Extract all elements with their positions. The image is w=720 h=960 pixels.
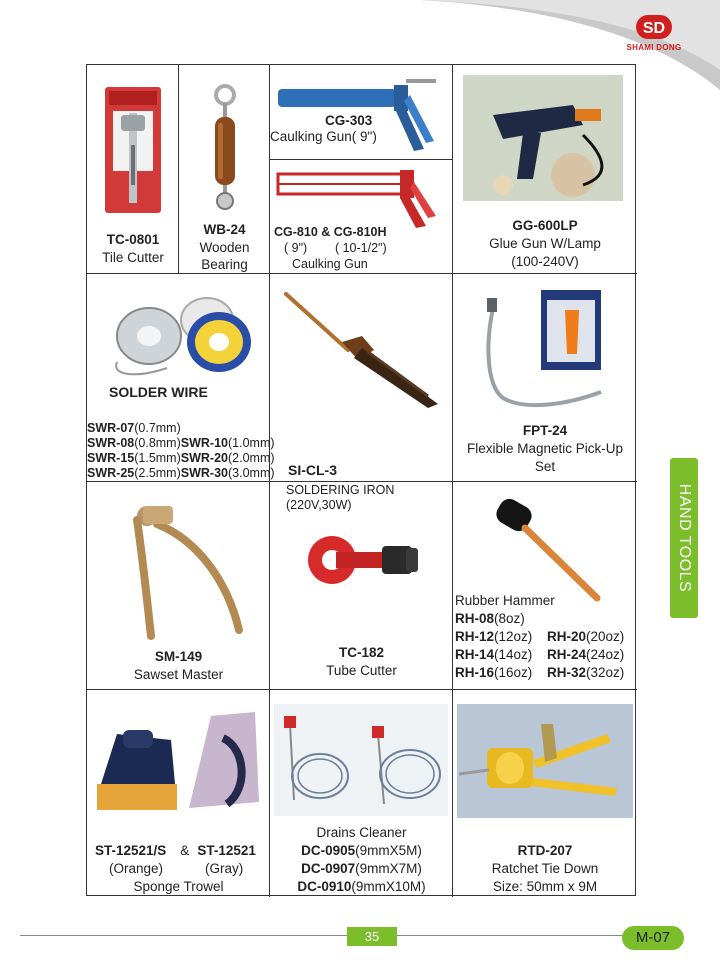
rh-row-2: RH-14(14oz): [455, 647, 533, 662]
rubber-hammer-title: Rubber Hammer: [455, 593, 555, 608]
product-cell-rubber-hammer: [453, 482, 637, 690]
cg-303-code: CG-303: [325, 113, 373, 128]
product-cell-wooden-bearing: [179, 65, 270, 274]
si-cl-3-spec: (220V,30W): [286, 498, 352, 512]
product-cell-sawset: [87, 482, 270, 690]
product-cell-sponge-trowel: [87, 690, 270, 897]
st-12521-codes: ST-12521/S & ST-12521: [95, 843, 256, 858]
si-cl-3-code: SI-CL-3: [288, 462, 337, 478]
solder-wire-image: [107, 290, 257, 380]
solder-wire-row-3: SWR-15(1.5mm)SWR-20(2.0mm): [87, 451, 275, 465]
footer-divider: [20, 935, 630, 936]
tc-182-code: TC-182: [338, 645, 384, 660]
product-cell-ratchet-tie-down: [453, 690, 637, 897]
sm-149-code: SM-149: [154, 649, 203, 664]
wb-24-name-line2: Bearing: [201, 257, 248, 272]
rh-row-2b: RH-24(24oz): [547, 647, 625, 662]
rh-row-1: RH-12(12oz): [455, 629, 533, 644]
caulking-gun-810-image: [276, 168, 446, 228]
cg-810-code: CG-810 & CG-810H: [274, 225, 387, 239]
brand-logo-icon: [634, 12, 674, 42]
solder-wire-row-2: SWR-08(0.8mm)SWR-10(1.0mm): [87, 436, 275, 450]
cg-303-name: Caulking Gun( 9"): [270, 129, 377, 144]
product-cell-glue-gun: [453, 65, 637, 274]
tc-182-name: Tube Cutter: [326, 663, 397, 678]
page-number: 35: [347, 927, 397, 946]
product-cell-tube-cutter: [270, 482, 453, 690]
brand-name: SHAMI DONG: [626, 43, 682, 52]
brand-logo: [618, 12, 690, 52]
product-cell-caulking-gun-303: [270, 65, 453, 160]
section-tab: [670, 458, 698, 618]
rh-08-line: RH-08(8oz): [455, 611, 525, 626]
product-cell-solder-wire: [87, 274, 275, 482]
sponge-trowel-image: [95, 708, 265, 826]
fpt-24-code: FPT-24: [522, 423, 568, 438]
rh-row-1b: RH-20(20oz): [547, 629, 625, 644]
dc-0910-line: DC-0910(9mmX10M): [297, 879, 426, 894]
fpt-24-name-line2: Set: [534, 459, 556, 474]
cg-810-name: Caulking Gun: [292, 257, 368, 271]
rh-row-3b: RH-32(32oz): [547, 665, 625, 680]
dc-0905-line: DC-0905(9mmX5M): [301, 843, 422, 858]
tile-cutter-image: [103, 85, 163, 215]
section-tab-label: HAND TOOLS: [676, 483, 693, 593]
st-12521-name: Sponge Trowel: [133, 879, 224, 894]
wb-24-code: WB-24: [203, 222, 246, 237]
magnetic-pickup-image: [483, 286, 623, 416]
fpt-24-name-line1: Flexible Magnetic Pick-Up: [466, 441, 624, 456]
product-cell-pickup-set: [453, 274, 637, 482]
svg-text:SD: SD: [642, 20, 666, 37]
si-cl-3-name: SOLDERING IRON: [286, 483, 395, 497]
tube-cutter-image: [296, 520, 426, 600]
product-grid: [86, 64, 636, 896]
cg-810-sizes: ( 9") ( 10-1/2"): [284, 241, 387, 255]
drains-cleaner-image: [274, 704, 448, 816]
sm-149-name: Sawset Master: [133, 667, 224, 682]
product-cell-soldering-iron: [270, 274, 453, 512]
dc-0907-line: DC-0907(9mmX7M): [301, 861, 422, 876]
tc-0801-code: TC-0801: [106, 232, 160, 247]
soldering-iron-image: [278, 288, 448, 408]
product-cell-drains-cleaner: [270, 690, 453, 897]
rh-row-3: RH-16(16oz): [455, 665, 533, 680]
drains-cleaner-title: Drains Cleaner: [316, 825, 407, 840]
solder-wire-row-1: SWR-07(0.7mm): [87, 421, 181, 435]
product-cell-tile-cutter: [87, 65, 179, 274]
gg-600lp-code: GG-600LP: [512, 218, 578, 233]
st-12521-variant-gray: (Gray): [205, 861, 244, 876]
gg-600lp-voltage: (100-240V): [511, 254, 579, 269]
ratchet-tie-down-image: [457, 704, 633, 818]
wb-24-name-line1: Wooden: [199, 240, 250, 255]
wooden-bearing-image: [205, 83, 245, 213]
solder-wire-row-4: SWR-25(2.5mm)SWR-30(3.0mm): [87, 466, 275, 480]
product-cell-caulking-gun-810: [270, 160, 453, 274]
rtd-207-size: Size: 50mm x 9M: [492, 879, 598, 894]
st-12521-variant-orange: (Orange): [109, 861, 164, 876]
tc-0801-name: Tile Cutter: [102, 250, 164, 265]
sawset-image: [107, 490, 257, 640]
rubber-hammer-image: [493, 492, 613, 602]
glue-gun-image: [463, 75, 623, 201]
solder-wire-title: SOLDER WIRE: [109, 384, 208, 400]
section-code: M-07: [622, 926, 684, 950]
rtd-207-code: RTD-207: [517, 843, 573, 858]
rtd-207-name: Ratchet Tie Down: [491, 861, 599, 876]
gg-600lp-name: Glue Gun W/Lamp: [489, 236, 601, 251]
